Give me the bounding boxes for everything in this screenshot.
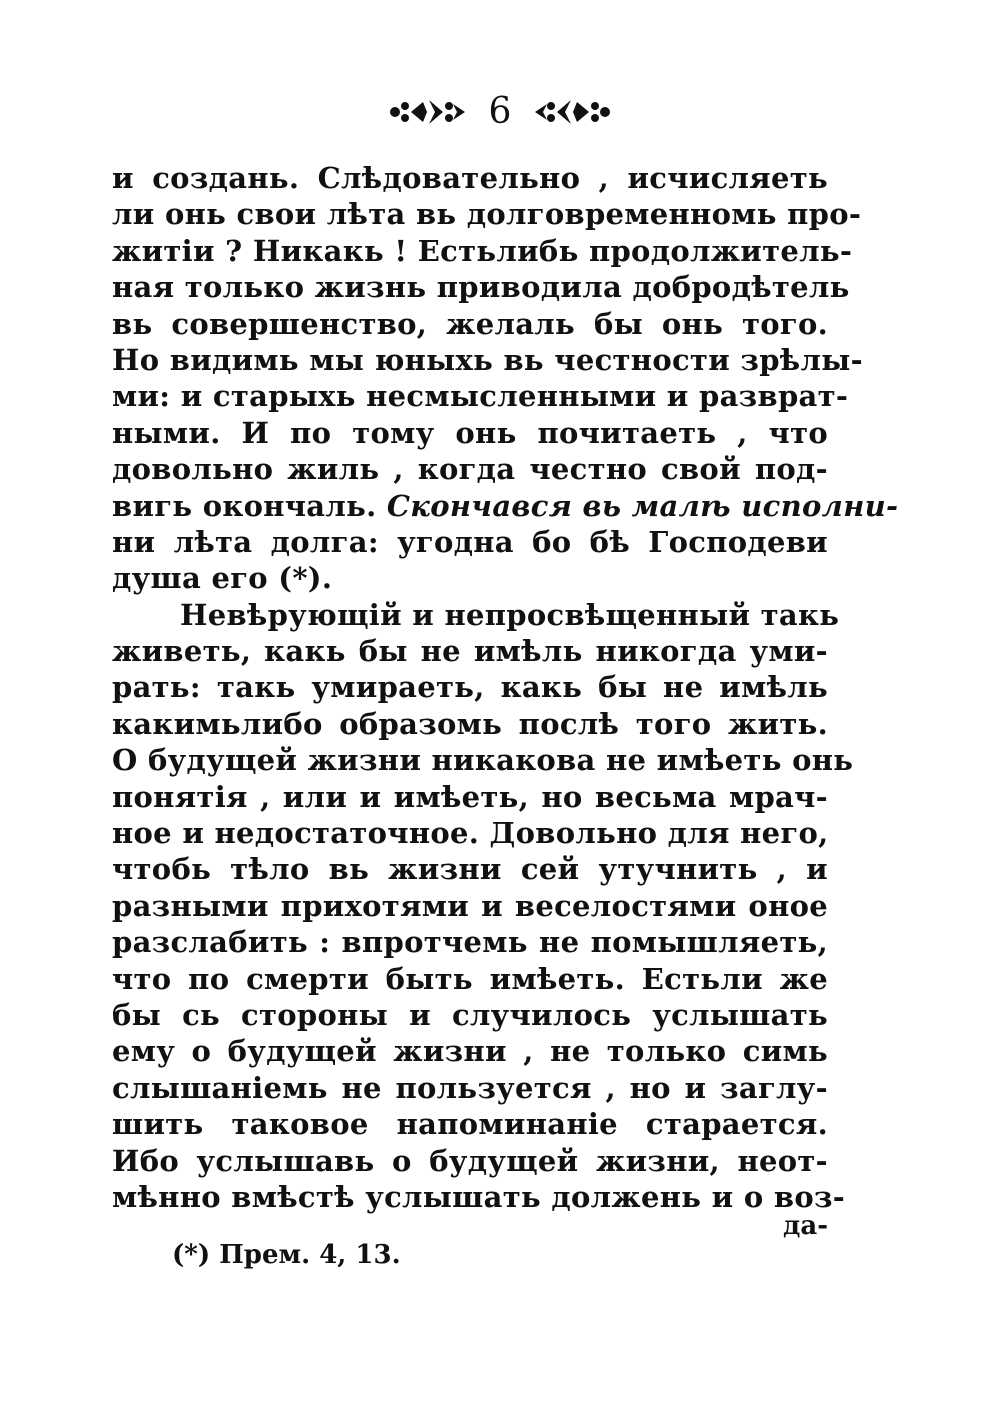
text-line: рать: такь умираеть, какь бы не имѣль <box>112 670 828 705</box>
text-line: и создань. Слѣдовательно , исчисляеть <box>112 161 828 195</box>
text-line: вь совершенство, желаль бы онь того. <box>112 306 828 341</box>
text-line-mixed <box>112 488 899 524</box>
text-line: ными. И по тому онь почитаеть , что <box>112 415 828 450</box>
text-line: разслабить : впротчемь не помышляеть, <box>112 925 828 960</box>
left-ornament-icon <box>387 96 467 128</box>
text-line: ми: и старыхь несмысленными и разврат- <box>112 379 849 414</box>
text-line: ная только жизнь приводила добродѣтель <box>112 270 850 305</box>
body-text <box>112 160 899 1215</box>
scripture-quote-line: душа его (*). <box>112 561 333 596</box>
text-line: понятія , или и имѣеть, но весьма мрач- <box>112 779 828 814</box>
text-line: слышаніемь не пользуется , но и заглу- <box>112 1070 828 1105</box>
scripture-quote: Скончався вь малѣ исполни- <box>386 488 899 523</box>
text-line: разными прихотями и веселостями оное <box>112 888 828 923</box>
scripture-quote-line: ни лѣта долга: угодна бо бѣ Господеви <box>112 524 828 559</box>
text-line: ли онь свои лѣта вь долговременномь про- <box>112 197 862 232</box>
text-line: Но видимь мы юныхь вь честности зрѣлы- <box>112 342 863 377</box>
text-line: О будущей жизни никакова не имѣеть онь <box>112 743 854 778</box>
footnote: (*) Прем. 4, 13. <box>172 1240 401 1270</box>
paragraph-start-line: Невѣрующій и непросвѣщенный такь <box>180 597 840 632</box>
text-line: бы сь стороны и случилось услышать <box>112 997 828 1032</box>
text-line: что по смерти быть имѣеть. Естьли же <box>112 961 828 996</box>
text-line: ное и недостаточное. Довольно для него, <box>112 816 829 851</box>
text-line: шить таковое напоминаніе старается. <box>112 1107 828 1142</box>
text-line: живеть, какь бы не имѣль никогда уми- <box>112 634 828 669</box>
text-line: довольно жиль , когда честно свой под- <box>112 452 828 487</box>
text-line-roman: вигь окончаль. <box>112 488 387 523</box>
text-line: чтобь тѣло вь жизни сей утучнить , и <box>112 852 828 887</box>
text-line: какимьлибо образомь послѣ того жить. <box>112 706 828 741</box>
page-number: 6 <box>488 91 512 132</box>
right-ornament-icon <box>533 96 613 128</box>
text-line: Ибо услышавь о будущей жизни, неот- <box>112 1143 828 1178</box>
page-header <box>0 88 1000 136</box>
text-line: ему о будущей жизни , не только симь <box>112 1034 828 1069</box>
catchword: да- <box>783 1211 828 1241</box>
text-line: мѣнно вмѣстѣ услышать должень и о воз- <box>112 1179 846 1214</box>
text-line: житіи ? Никакь ! Естьлибь продолжитель- <box>112 233 853 268</box>
